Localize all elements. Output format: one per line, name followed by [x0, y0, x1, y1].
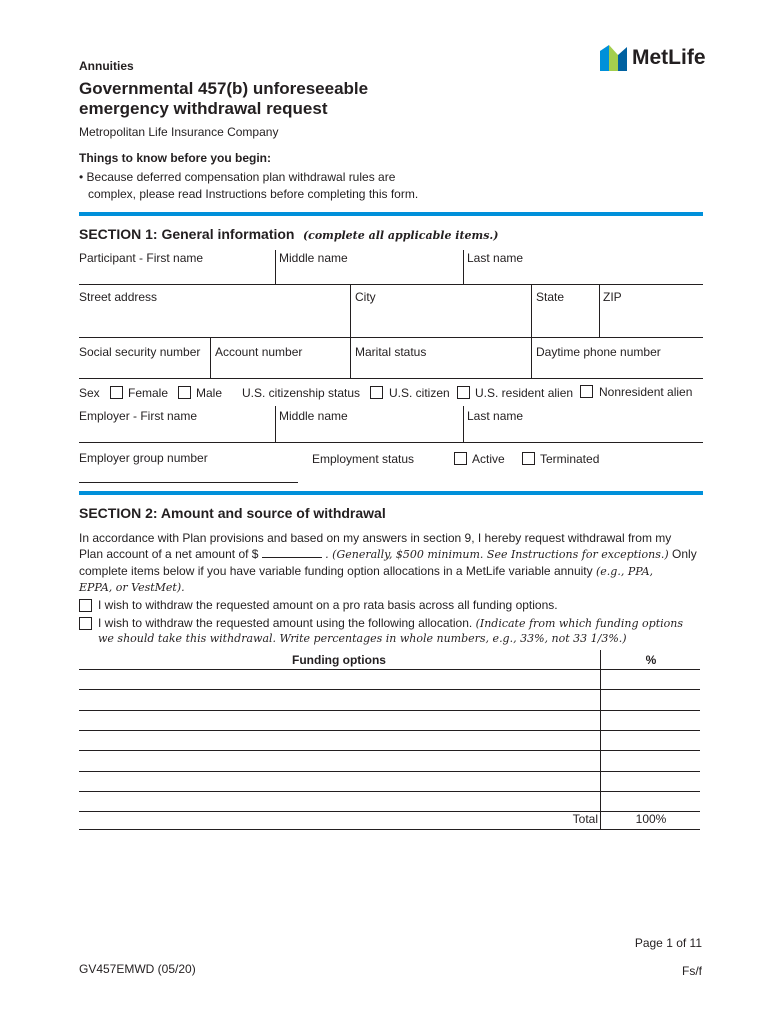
city-label: City: [355, 290, 376, 304]
funding-option-field[interactable]: [79, 691, 599, 709]
para-line-2: [79, 546, 719, 563]
allocation-label: [98, 616, 683, 630]
company-name: Metropolitan Life Insurance Company: [79, 125, 279, 139]
employer-last-label: Last name: [467, 409, 524, 423]
bullet-line-2: complex, please read Instructions before completing this form.: [88, 187, 419, 201]
us-resident-checkbox[interactable]: [457, 386, 470, 399]
funding-option-field[interactable]: [79, 792, 599, 810]
form-code: GV457EMWD (05/20): [79, 962, 196, 976]
employment-status-label: Employment status: [312, 452, 415, 466]
marital-label: Marital status: [355, 345, 427, 359]
page-number: Page 1 of 11: [634, 936, 702, 950]
us-citizen-label: U.S. citizen: [389, 386, 450, 400]
para-line-3: [79, 563, 719, 580]
section-divider: [79, 212, 703, 216]
metlife-logo-text: MetLife: [632, 46, 706, 69]
funding-option-field[interactable]: [79, 711, 599, 729]
metlife-logo-icon: [600, 45, 628, 71]
funding-percent-field[interactable]: [601, 691, 700, 709]
table-row-line: [79, 689, 700, 690]
bullet-line-1: • Because deferred compensation plan withdrawal rules are: [79, 170, 396, 184]
female-label: Female: [128, 386, 169, 400]
category-label: Annuities: [79, 59, 134, 73]
employer-first-field[interactable]: [79, 424, 275, 442]
allocation-checkbox[interactable]: [79, 617, 92, 630]
para-line-1: In accordance with Plan provisions and based on my answers in section 9, I hereby request withdrawal from my: [79, 531, 672, 545]
male-checkbox[interactable]: [178, 386, 191, 399]
allocation-label-b: (Indicate from which funding options: [475, 617, 684, 630]
terminated-checkbox[interactable]: [522, 452, 535, 465]
section-divider-2: [79, 491, 703, 495]
para-line-3b: (e.g., PPA,: [595, 565, 654, 578]
employer-middle-label: Middle name: [279, 409, 348, 423]
para-line-2c: Only: [672, 547, 697, 561]
funding-option-field[interactable]: [79, 731, 599, 749]
us-resident-label: U.S. resident alien: [475, 386, 574, 400]
participant-middle-field[interactable]: [276, 264, 463, 284]
zip-label: ZIP: [603, 290, 622, 304]
funding-percent-field[interactable]: [601, 772, 700, 790]
total-value: 100%: [635, 812, 667, 826]
section1-subtitle: (complete all applicable items.): [302, 229, 499, 242]
participant-last-field[interactable]: [464, 264, 702, 284]
employer-first-label: Employer - First name: [79, 409, 198, 423]
phone-label: Daytime phone number: [536, 345, 661, 359]
funding-percent-field[interactable]: [601, 731, 700, 749]
section1-heading: [79, 226, 498, 244]
amount-field[interactable]: [262, 546, 322, 558]
terminated-label: Terminated: [540, 452, 600, 466]
employer-middle-field[interactable]: [276, 424, 463, 442]
funding-option-field[interactable]: [79, 670, 599, 688]
citizenship-label: U.S. citizenship status: [242, 386, 361, 400]
zip-field[interactable]: [600, 305, 702, 337]
sex-label: Sex: [79, 386, 100, 400]
allocation-note: we should take this withdrawal. Write percentages in whole numbers, e.g., 33%, not 33 1/3%.): [98, 632, 627, 645]
table-row-line: [79, 750, 700, 751]
funding-option-field[interactable]: [79, 772, 599, 790]
funding-option-field[interactable]: [79, 752, 599, 770]
city-field[interactable]: [351, 305, 531, 337]
total-label: Total: [572, 812, 598, 826]
group-number-label: Employer group number: [79, 451, 208, 465]
col-funding-header: Funding options: [292, 653, 386, 667]
section1-title: SECTION 1: General information: [79, 226, 295, 242]
female-checkbox[interactable]: [110, 386, 123, 399]
participant-first-field[interactable]: [79, 264, 275, 284]
ssn-field[interactable]: [79, 360, 209, 378]
male-label: Male: [196, 386, 223, 400]
section2-title: SECTION 2: Amount and source of withdrawal: [79, 505, 386, 521]
account-field[interactable]: [211, 360, 350, 378]
state-field[interactable]: [532, 305, 599, 337]
active-checkbox[interactable]: [454, 452, 467, 465]
nonresident-checkbox[interactable]: [580, 385, 593, 398]
participant-last-label: Last name: [467, 251, 524, 265]
allocation-label-a: I wish to withdraw the requested amount using the following allocation.: [98, 616, 473, 630]
phone-field[interactable]: [532, 360, 702, 378]
ssn-label: Social security number: [79, 345, 201, 359]
account-label: Account number: [215, 345, 303, 359]
para-line-2a: Plan account of a net amount of $: [79, 547, 259, 561]
funding-percent-field[interactable]: [601, 711, 700, 729]
page-title: [79, 79, 368, 119]
para-line-2b: . (Generally, $500 minimum. See Instructions for exceptions.): [325, 548, 669, 561]
title-line-1: Governmental 457(b) unforeseeable: [79, 79, 369, 98]
us-citizen-checkbox[interactable]: [370, 386, 383, 399]
street-field[interactable]: [79, 305, 349, 337]
col-percent-header: %: [645, 653, 657, 667]
participant-middle-label: Middle name: [279, 251, 348, 265]
active-label: Active: [472, 452, 505, 466]
marital-field[interactable]: [351, 360, 531, 378]
funding-percent-field[interactable]: [601, 792, 700, 810]
para-line-3a: complete items below if you have variable funding option allocations in a MetLife variable annuity: [79, 564, 593, 578]
things-heading: Things to know before you begin:: [79, 151, 271, 165]
state-label: State: [536, 290, 565, 304]
funding-percent-field[interactable]: [601, 752, 700, 770]
street-label: Street address: [79, 290, 158, 304]
section2-paragraph: [79, 530, 719, 596]
nonresident-label: Nonresident alien: [599, 385, 693, 399]
title-line-2: emergency withdrawal request: [79, 99, 328, 118]
group-number-field[interactable]: [79, 466, 298, 482]
funding-percent-field[interactable]: [601, 670, 700, 688]
form-suffix: Fs/f: [682, 964, 702, 978]
pro-rata-label: I wish to withdraw the requested amount on a pro rata basis across all funding options.: [98, 598, 558, 612]
pro-rata-checkbox[interactable]: [79, 599, 92, 612]
employer-last-field[interactable]: [464, 424, 702, 442]
metlife-logo: [600, 45, 706, 76]
participant-first-label: Participant - First name: [79, 251, 204, 265]
para-line-4: EPPA, or VestMet).: [79, 581, 185, 594]
